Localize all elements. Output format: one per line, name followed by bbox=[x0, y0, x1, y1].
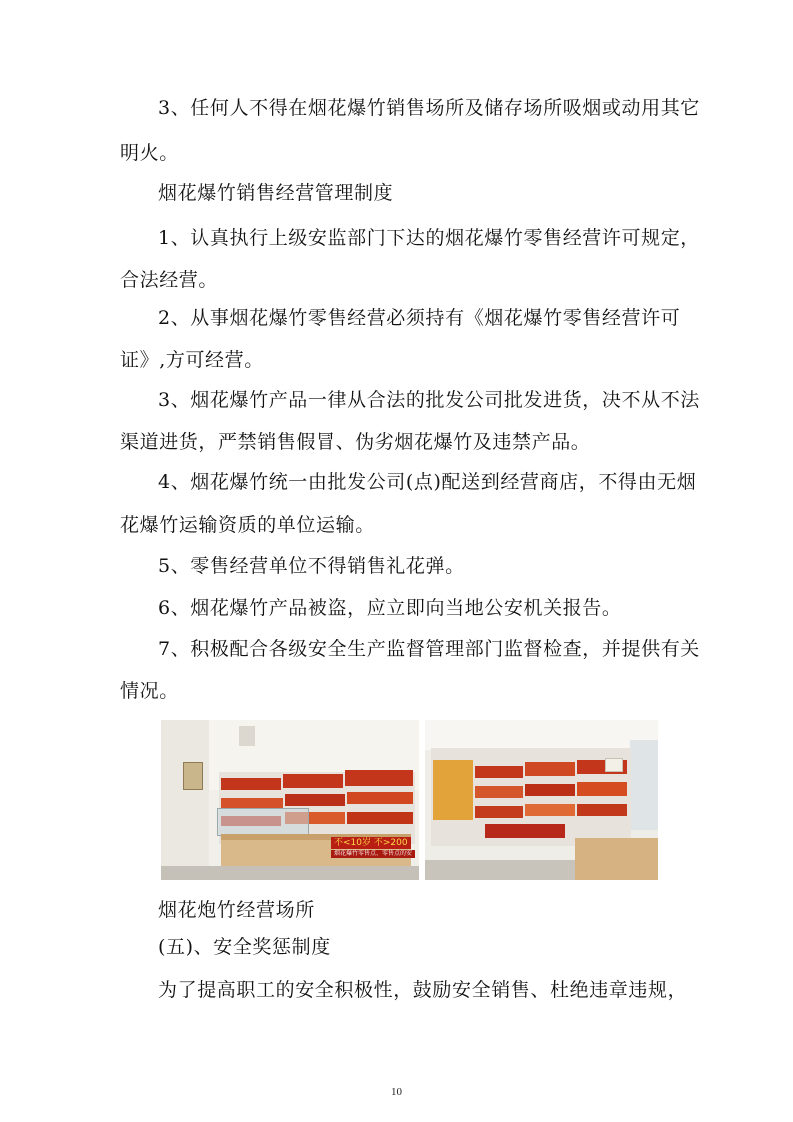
paragraph-line: 合法经营。 bbox=[120, 269, 219, 291]
paragraph-line: 明火。 bbox=[120, 142, 179, 164]
page-number: 10 bbox=[391, 1086, 402, 1098]
paragraph-line: 4、烟花爆竹统一由批发公司(点)配送到经营商店，不得由无烟 bbox=[158, 471, 697, 493]
shop-photo-left bbox=[161, 720, 419, 880]
window bbox=[630, 740, 658, 830]
paragraph-line: 花爆竹运输资质的单位运输。 bbox=[120, 514, 375, 536]
section-heading: (五)、安全奖惩制度 bbox=[158, 936, 331, 958]
paragraph-line: 渠道进货，严禁销售假冒、伪劣烟花爆竹及违禁产品。 bbox=[120, 431, 591, 453]
certificate-frame bbox=[183, 762, 203, 790]
glass-display-case bbox=[217, 808, 309, 836]
shop-notice-sign: 烟花爆竹零售点、零售点的安 bbox=[331, 850, 415, 858]
shop-photo-right bbox=[425, 720, 658, 880]
paragraph-line: 2、从事烟花爆竹零售经营必须持有《烟花爆竹零售经营许可 bbox=[158, 307, 681, 329]
paragraph-line: 6、烟花爆竹产品被盗，应立即向当地公安机关报告。 bbox=[158, 597, 622, 619]
paragraph-line: 1、认真执行上级安监部门下达的烟花爆竹零售经营许可规定， bbox=[158, 227, 700, 249]
paragraph-line: 证》,方可经营。 bbox=[120, 349, 264, 371]
paragraph-line: 3、任何人不得在烟花爆竹销售场所及储存场所吸烟或动用其它 bbox=[158, 97, 700, 119]
wooden-counter bbox=[575, 838, 658, 880]
paragraph-line: 为了提高职工的安全积极性，鼓励安全销售、杜绝违章违规， bbox=[158, 979, 688, 1001]
age-restriction-sign: 不<10岁 不>200 bbox=[331, 837, 411, 849]
photo-caption: 烟花炮竹经营场所 bbox=[158, 899, 315, 921]
paragraph-line: 情况。 bbox=[120, 680, 179, 702]
section-heading: 烟花爆竹销售经营管理制度 bbox=[158, 182, 394, 204]
paragraph-line: 5、零售经营单位不得销售礼花弹。 bbox=[158, 555, 465, 577]
paragraph-line: 3、烟花爆竹产品一律从合法的批发公司批发进货，决不从不法 bbox=[158, 389, 700, 411]
paragraph-line: 7、积极配合各级安全生产监督管理部门监督检查，并提供有关 bbox=[158, 638, 700, 660]
